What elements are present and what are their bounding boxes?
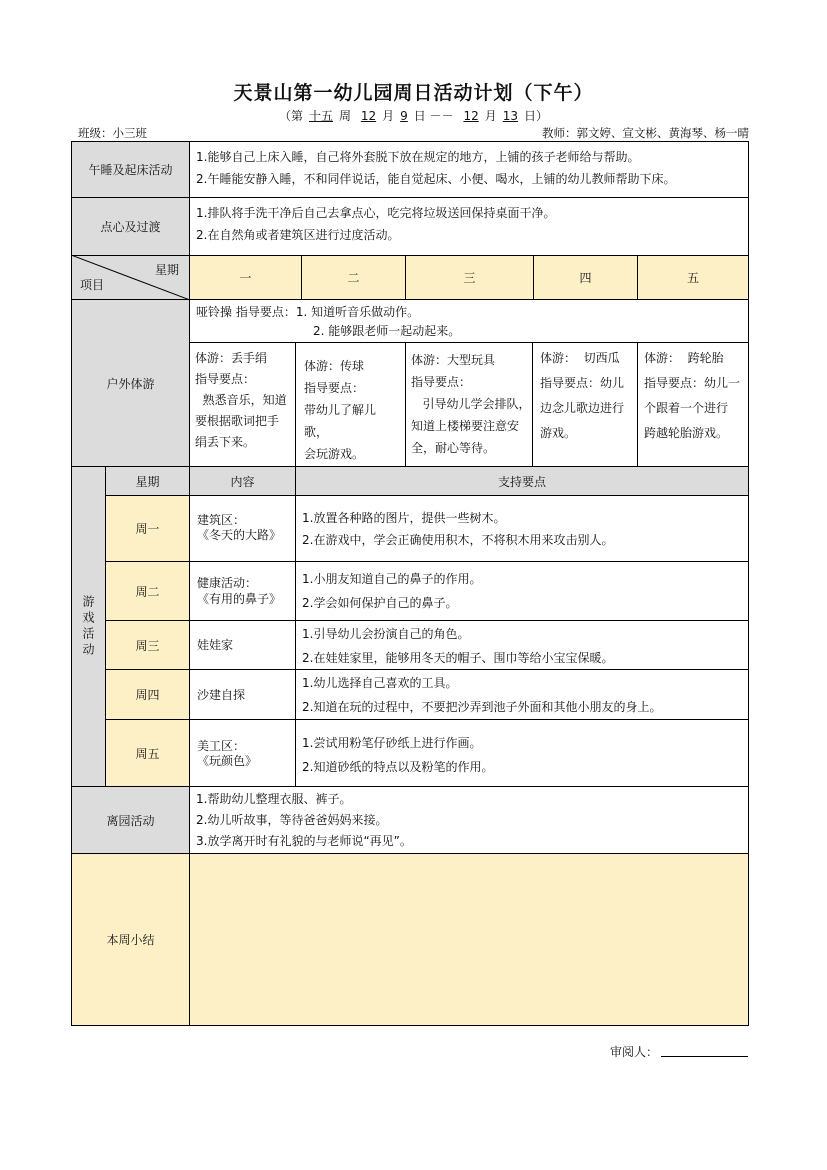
reviewer-signature-line xyxy=(661,1056,748,1057)
date-range xyxy=(0,107,827,124)
outdoor-line: 知道上楼梯要注意安 xyxy=(411,419,520,433)
game-day-mon: 周一 xyxy=(105,495,190,562)
snack-line: 1.排队将手洗干净后自己去拿点心，吃完将垃圾送回保持桌面干净。 xyxy=(196,206,556,220)
outdoor-tue xyxy=(295,342,406,467)
outdoor-line: 指导要点： xyxy=(411,375,472,389)
outdoor-wed xyxy=(405,342,533,467)
game-content-fri xyxy=(189,719,296,787)
game-content-line: 娃娃家 xyxy=(197,638,234,652)
games-col-weekday: 星期 xyxy=(105,466,190,496)
game-support-tue xyxy=(295,561,749,621)
games-col-support: 支持要点 xyxy=(295,466,749,496)
snack-content xyxy=(189,197,749,256)
outdoor-thu xyxy=(532,342,638,467)
weekday-item-header xyxy=(71,255,190,300)
nap-line: 2.午睡能安静入睡，不和同伴说话，能自觉起床、小便、喝水，上铺的幼儿教师帮助下床。 xyxy=(196,172,676,186)
nap-label: 午睡及起床活动 xyxy=(71,141,190,198)
game-content-thu xyxy=(189,669,296,720)
outdoor-line: 指导要点： xyxy=(304,381,365,395)
outdoor-line: 体游：传球 xyxy=(304,359,365,373)
game-support-mon xyxy=(295,495,749,562)
game-support-line: 1.幼儿选择自己喜欢的工具。 xyxy=(302,676,458,690)
outdoor-line: 体游：大型玩具 xyxy=(411,353,496,367)
month-word: 月 xyxy=(382,109,395,123)
outdoor-line: 指导要点： xyxy=(195,372,256,386)
game-support-line: 2.在娃娃家里，能够用冬天的帽子、围巾等给小宝宝保暖。 xyxy=(302,651,614,665)
game-support-line: 1.小朋友知道自己的鼻子的作用。 xyxy=(302,572,482,586)
game-support-fri xyxy=(295,719,749,787)
weekday-header-label: 星期 xyxy=(154,263,179,277)
game-content-line: 沙建自探 xyxy=(197,688,246,702)
game-content-wed xyxy=(189,620,296,670)
item-header-label: 项目 xyxy=(80,278,105,292)
outdoor-label: 户外体游 xyxy=(71,299,190,467)
snack-line: 2.在自然角或者建筑区进行过度活动。 xyxy=(196,228,400,242)
game-day-wed: 周三 xyxy=(105,620,190,670)
games-label xyxy=(71,466,106,787)
leave-line: 3.放学离开时有礼貌的与老师说“再见”。 xyxy=(196,834,412,848)
snack-label: 点心及过渡 xyxy=(71,197,190,256)
outdoor-line: 体游： 跨轮胎 xyxy=(644,351,724,365)
day-header-wed: 三 xyxy=(405,255,534,300)
outdoor-line: 会玩游戏。 xyxy=(304,447,365,461)
game-content-line: 健康活动： xyxy=(197,576,258,590)
game-content-line: 美工区： xyxy=(197,739,246,753)
reviewer-label: 审阅人： xyxy=(610,1045,659,1059)
outdoor-line: 绢丢下来。 xyxy=(195,435,256,449)
day-word: 日 －－ xyxy=(413,109,454,123)
game-support-line: 2.学会如何保护自己的鼻子。 xyxy=(302,596,458,610)
end-month: 12 xyxy=(463,109,479,123)
nap-content xyxy=(189,141,749,198)
games-col-content: 内容 xyxy=(189,466,296,496)
outdoor-mon xyxy=(189,342,296,467)
game-support-line: 1.尝试用粉笔仔砂纸上进行作画。 xyxy=(302,736,482,750)
month-word: 月 xyxy=(484,109,497,123)
outdoor-fri xyxy=(637,342,749,467)
summary-content xyxy=(189,853,749,1026)
day-header-tue: 二 xyxy=(301,255,406,300)
outdoor-line: 引导幼儿学会排队， xyxy=(411,397,531,411)
game-support-wed xyxy=(295,620,749,670)
day-header-fri: 五 xyxy=(637,255,749,300)
outdoor-line: 个跟着一个进行 xyxy=(644,401,729,415)
outdoor-common-line: 哑铃操 指导要点：1. 知道听音乐做动作。 xyxy=(196,305,420,319)
game-support-line: 1.引导幼儿会扮演自己的角色。 xyxy=(302,627,470,641)
week-number: 十五 xyxy=(308,109,333,123)
game-day-tue: 周二 xyxy=(105,561,190,621)
game-day-fri: 周五 xyxy=(105,719,190,787)
outdoor-common-line: 2. 能够跟老师一起动起来。 xyxy=(313,324,461,338)
nap-line: 1.能够自己上床入睡，自己将外套脱下放在规定的地方，上铺的孩子老师给与帮助。 xyxy=(196,150,640,164)
end-day: 13 xyxy=(502,109,519,123)
game-day-thu: 周四 xyxy=(105,669,190,720)
week-word: 周 xyxy=(339,109,352,123)
day-header-thu: 四 xyxy=(533,255,638,300)
teacher-label: 教师：郭文婷、宣文彬、黄海琴、杨一晴 xyxy=(542,126,749,140)
game-content-tue xyxy=(189,561,296,621)
outdoor-line: 游戏。 xyxy=(540,426,577,440)
games-label-text: 游戏活动 xyxy=(81,594,95,659)
game-support-line: 2.知道砂纸的特点以及粉笔的作用。 xyxy=(302,760,494,774)
page-title: 天景山第一幼儿园周日活动计划（下午） xyxy=(233,82,594,104)
game-content-line: 《冬天的大路》 xyxy=(197,528,282,542)
leave-line: 1.帮助幼儿整理衣服、裤子。 xyxy=(196,792,352,806)
leave-line: 2.幼儿听故事，等待爸爸妈妈来接。 xyxy=(196,813,388,827)
outdoor-line: 指导要点：幼儿一 xyxy=(644,376,741,390)
game-content-line: 建筑区： xyxy=(197,513,246,527)
summary-label: 本周小结 xyxy=(71,853,190,1026)
game-support-line: 2.在游戏中，学会正确使用积木，不将积木用来攻击别人。 xyxy=(302,533,614,547)
outdoor-line: 跨越轮胎游戏。 xyxy=(644,426,729,440)
game-content-mon xyxy=(189,495,296,562)
outdoor-line: 带幼儿了解儿歌， xyxy=(304,403,377,439)
outdoor-line: 边念儿歌边进行 xyxy=(540,401,625,415)
game-support-thu xyxy=(295,669,749,720)
start-day: 9 xyxy=(400,109,408,123)
subtitle-open: （第 xyxy=(278,109,303,123)
game-content-line: 《有用的鼻子》 xyxy=(197,592,282,606)
outdoor-line: 体游：丢手绢 xyxy=(195,351,268,365)
game-support-line: 1.放置各种路的图片，提供一些树木。 xyxy=(302,511,506,525)
outdoor-line: 要根据歌词把手 xyxy=(195,414,280,428)
outdoor-line: 全，耐心等待。 xyxy=(411,441,496,455)
leave-label: 离园活动 xyxy=(71,786,190,854)
day-word: 日） xyxy=(524,109,549,123)
game-support-line: 2.知道在玩的过程中，不要把沙弄到池子外面和其他小朋友的身上。 xyxy=(302,700,662,714)
outdoor-common xyxy=(189,299,749,343)
day-header-mon: 一 xyxy=(189,255,302,300)
game-content-line: 《玩颜色》 xyxy=(197,754,258,768)
leave-content xyxy=(189,786,749,854)
outdoor-line: 指导要点：幼儿 xyxy=(540,376,625,390)
outdoor-line: 熟悉音乐，知道 xyxy=(195,393,287,407)
start-month: 12 xyxy=(360,109,377,123)
class-label: 班级：小三班 xyxy=(78,126,147,140)
outdoor-line: 体游： 切西瓜 xyxy=(540,351,620,365)
